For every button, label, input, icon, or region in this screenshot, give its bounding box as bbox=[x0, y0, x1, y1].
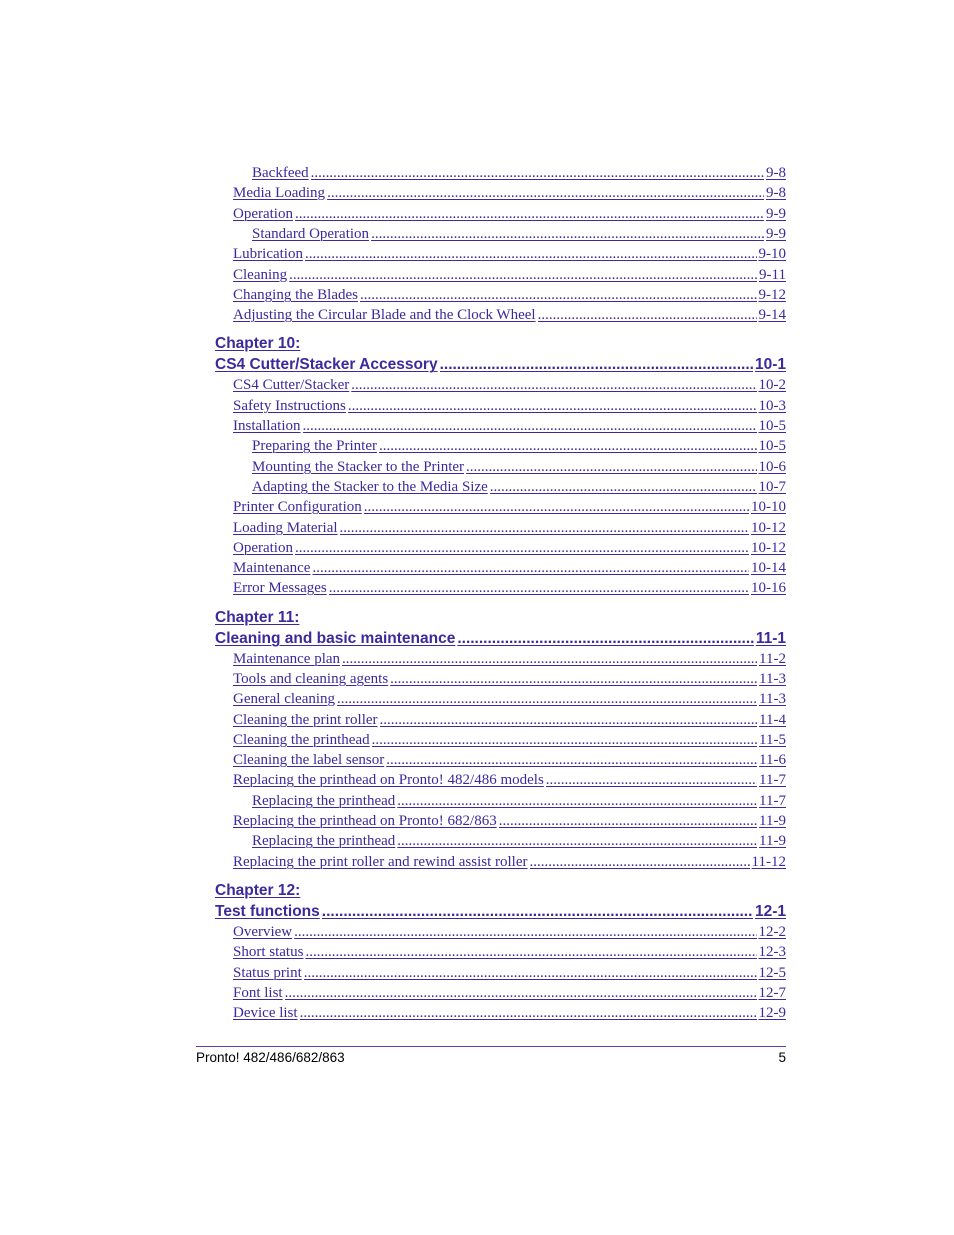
entry-title: Safety Instructions bbox=[233, 398, 346, 414]
toc-section-link[interactable] bbox=[233, 669, 786, 689]
dot-leader bbox=[397, 791, 757, 811]
entry-title: Maintenance bbox=[233, 560, 311, 576]
entry-page-number: 11-3 bbox=[759, 691, 786, 707]
toc-section-link[interactable] bbox=[233, 375, 786, 395]
entry-title: Tools and cleaning agents bbox=[233, 671, 389, 687]
entry-page-number: 9-14 bbox=[758, 307, 786, 323]
dot-leader bbox=[466, 457, 756, 477]
dot-leader bbox=[360, 285, 757, 305]
entry-title: Installation bbox=[233, 418, 301, 434]
dot-leader bbox=[440, 354, 753, 375]
dot-leader bbox=[342, 649, 757, 669]
entry-title: Device list bbox=[233, 1005, 298, 1021]
chapter-heading[interactable]: Chapter 11: bbox=[215, 608, 300, 626]
chapter-title-link[interactable] bbox=[215, 901, 786, 922]
entry-title: Preparing the Printer bbox=[252, 438, 377, 454]
toc-subsection-link[interactable] bbox=[252, 436, 786, 456]
entry-title: Loading Material bbox=[233, 520, 338, 536]
entry-page-number: 10-16 bbox=[751, 580, 786, 596]
dot-leader bbox=[295, 538, 749, 558]
chapter-title: CS4 Cutter/Stacker Accessory bbox=[215, 356, 438, 374]
entry-title: CS4 Cutter/Stacker bbox=[233, 377, 350, 393]
toc-subsection-link[interactable] bbox=[252, 791, 786, 811]
toc-section-link[interactable] bbox=[233, 497, 786, 517]
entry-title: Font list bbox=[233, 985, 283, 1001]
entry-title: Media Loading bbox=[233, 185, 326, 201]
entry-page-number: 11-12 bbox=[751, 854, 786, 870]
entry-title: Overview bbox=[233, 924, 293, 940]
toc-section-link[interactable] bbox=[233, 963, 786, 983]
toc-section-link[interactable] bbox=[233, 183, 786, 203]
dot-leader bbox=[390, 669, 757, 689]
entry-page-number: 11-7 bbox=[759, 793, 786, 809]
toc-section-link[interactable] bbox=[233, 649, 786, 669]
dot-leader bbox=[490, 477, 757, 497]
dot-leader bbox=[379, 436, 757, 456]
chapter-page-number: 11-1 bbox=[755, 629, 786, 647]
toc-section-link[interactable] bbox=[233, 770, 786, 790]
toc-subsection-link[interactable] bbox=[252, 224, 786, 244]
toc-section-link[interactable] bbox=[233, 396, 786, 416]
dot-leader bbox=[364, 497, 749, 517]
entry-title: Replacing the print roller and rewind assist roller bbox=[233, 854, 528, 870]
chapter-page-number: 12-1 bbox=[754, 903, 786, 920]
toc-section-link[interactable] bbox=[233, 983, 786, 1003]
chapter-title: Cleaning and basic maintenance bbox=[215, 629, 456, 647]
dot-leader bbox=[457, 628, 754, 649]
dot-leader bbox=[380, 710, 758, 730]
entry-title: Maintenance plan bbox=[233, 651, 341, 667]
entry-page-number: 12-5 bbox=[758, 965, 786, 981]
entry-page-number: 10-14 bbox=[751, 560, 786, 576]
dot-leader bbox=[499, 811, 757, 831]
entry-title: Error Messages bbox=[233, 580, 327, 596]
entry-title: Adjusting the Circular Blade and the Clock Wheel bbox=[233, 307, 536, 323]
entry-page-number: 10-12 bbox=[751, 540, 786, 556]
toc-section-link[interactable] bbox=[233, 285, 786, 305]
toc-section-link[interactable] bbox=[233, 750, 786, 770]
toc-section-link[interactable] bbox=[233, 689, 786, 709]
entry-title: Operation bbox=[233, 206, 293, 222]
dot-leader bbox=[304, 963, 757, 983]
entry-page-number: 12-9 bbox=[758, 1005, 786, 1021]
dot-leader bbox=[386, 750, 757, 770]
toc-section-link[interactable] bbox=[233, 942, 786, 962]
toc-section-link[interactable] bbox=[233, 265, 786, 285]
entry-page-number: 11-3 bbox=[759, 671, 786, 687]
chapter-title: Test functions bbox=[215, 903, 320, 920]
dot-leader bbox=[372, 730, 757, 750]
entry-page-number: 10-12 bbox=[751, 520, 786, 536]
dot-leader bbox=[289, 265, 757, 285]
toc-section-link[interactable] bbox=[233, 518, 786, 538]
entry-page-number: 12-7 bbox=[758, 985, 786, 1001]
entry-page-number: 11-4 bbox=[759, 712, 786, 728]
chapter-heading[interactable]: Chapter 12: bbox=[215, 882, 301, 899]
footer-page-number: 5 bbox=[778, 1050, 786, 1065]
entry-page-number: 11-9 bbox=[759, 833, 786, 849]
entry-page-number: 11-7 bbox=[759, 772, 786, 788]
toc-section-link[interactable] bbox=[233, 922, 786, 942]
entry-page-number: 10-5 bbox=[758, 438, 786, 454]
entry-page-number: 10-7 bbox=[758, 479, 786, 495]
dot-leader bbox=[305, 942, 756, 962]
entry-page-number: 11-9 bbox=[759, 813, 786, 829]
toc-section-link[interactable] bbox=[233, 578, 786, 598]
entry-page-number: 10-5 bbox=[758, 418, 786, 434]
toc-subsection-link[interactable] bbox=[252, 831, 786, 851]
toc-section-link[interactable] bbox=[233, 305, 786, 325]
dot-leader bbox=[351, 375, 756, 395]
entry-page-number: 10-3 bbox=[758, 398, 786, 414]
dot-leader bbox=[312, 558, 749, 578]
entry-title: Adapting the Stacker to the Media Size bbox=[252, 479, 488, 495]
entry-title: Backfeed bbox=[252, 165, 309, 181]
dot-leader bbox=[294, 922, 756, 942]
toc-subsection-link[interactable] bbox=[252, 477, 786, 497]
dot-leader bbox=[305, 244, 757, 264]
entry-page-number: 9-10 bbox=[758, 246, 786, 262]
entry-page-number: 11-6 bbox=[759, 752, 786, 768]
toc-subsection-link[interactable] bbox=[252, 457, 786, 477]
dot-leader bbox=[322, 901, 753, 922]
toc-section-link[interactable] bbox=[233, 416, 786, 436]
entry-title: Cleaning the print roller bbox=[233, 712, 378, 728]
dot-leader bbox=[397, 831, 757, 851]
entry-title: Cleaning the printhead bbox=[233, 732, 370, 748]
chapter-heading[interactable]: Chapter 10: bbox=[215, 335, 301, 353]
entry-title: Operation bbox=[233, 540, 293, 556]
dot-leader bbox=[530, 852, 750, 872]
entry-page-number: 9-8 bbox=[766, 185, 786, 201]
entry-page-number: 11-2 bbox=[759, 651, 786, 667]
chapter-title-link[interactable] bbox=[215, 354, 786, 375]
entry-page-number: 9-8 bbox=[766, 165, 786, 181]
entry-title: Status print bbox=[233, 965, 302, 981]
entry-title: Cleaning the label sensor bbox=[233, 752, 385, 768]
entry-page-number: 10-2 bbox=[758, 377, 786, 393]
dot-leader bbox=[546, 770, 757, 790]
entry-title: Lubrication bbox=[233, 246, 303, 262]
toc-section-link[interactable] bbox=[233, 811, 786, 831]
dot-leader bbox=[371, 224, 764, 244]
dot-leader bbox=[337, 689, 757, 709]
toc-section-link[interactable] bbox=[233, 244, 786, 264]
chapter-title-link[interactable] bbox=[215, 628, 786, 649]
entry-page-number: 9-12 bbox=[758, 287, 786, 303]
entry-title: General cleaning bbox=[233, 691, 336, 707]
footer-rule bbox=[196, 1046, 786, 1047]
dot-leader bbox=[303, 416, 757, 436]
toc-section-link[interactable] bbox=[233, 558, 786, 578]
dot-leader bbox=[538, 305, 757, 325]
entry-title: Changing the Blades bbox=[233, 287, 358, 303]
entry-title: Cleaning bbox=[233, 267, 288, 283]
entry-title: Replacing the printhead on Pronto! 682/863 bbox=[233, 813, 497, 829]
entry-page-number: 10-10 bbox=[751, 499, 786, 515]
chapter-page-number: 10-1 bbox=[754, 356, 786, 374]
toc-section-link[interactable] bbox=[233, 852, 786, 872]
toc-subsection-link[interactable] bbox=[252, 163, 786, 183]
entry-page-number: 9-9 bbox=[766, 206, 786, 222]
entry-page-number: 12-2 bbox=[758, 924, 786, 940]
toc-section-link[interactable] bbox=[233, 730, 786, 750]
entry-title: Replacing the printhead on Pronto! 482/486 models bbox=[233, 772, 544, 788]
entry-page-number: 9-9 bbox=[766, 226, 786, 242]
entry-title: Short status bbox=[233, 944, 304, 960]
entry-page-number: 10-6 bbox=[758, 459, 786, 475]
dot-leader bbox=[295, 204, 764, 224]
dot-leader bbox=[311, 163, 764, 183]
toc-section-link[interactable] bbox=[233, 538, 786, 558]
entry-title: Replacing the printhead bbox=[252, 833, 396, 849]
toc-section-link[interactable] bbox=[233, 710, 786, 730]
entry-page-number: 11-5 bbox=[759, 732, 786, 748]
dot-leader bbox=[340, 518, 749, 538]
toc-section-link[interactable] bbox=[233, 204, 786, 224]
entry-page-number: 12-3 bbox=[758, 944, 786, 960]
toc-section-link[interactable] bbox=[233, 1003, 786, 1023]
dot-leader bbox=[329, 578, 749, 598]
entry-title: Standard Operation bbox=[252, 226, 370, 242]
dot-leader bbox=[348, 396, 757, 416]
dot-leader bbox=[285, 983, 757, 1003]
dot-leader bbox=[327, 183, 764, 203]
dot-leader bbox=[300, 1003, 757, 1023]
entry-page-number: 9-11 bbox=[759, 267, 786, 283]
entry-title: Replacing the printhead bbox=[252, 793, 396, 809]
entry-title: Printer Configuration bbox=[233, 499, 362, 515]
entry-title: Mounting the Stacker to the Printer bbox=[252, 459, 465, 475]
footer-product-name: Pronto! 482/486/682/863 bbox=[196, 1050, 345, 1065]
